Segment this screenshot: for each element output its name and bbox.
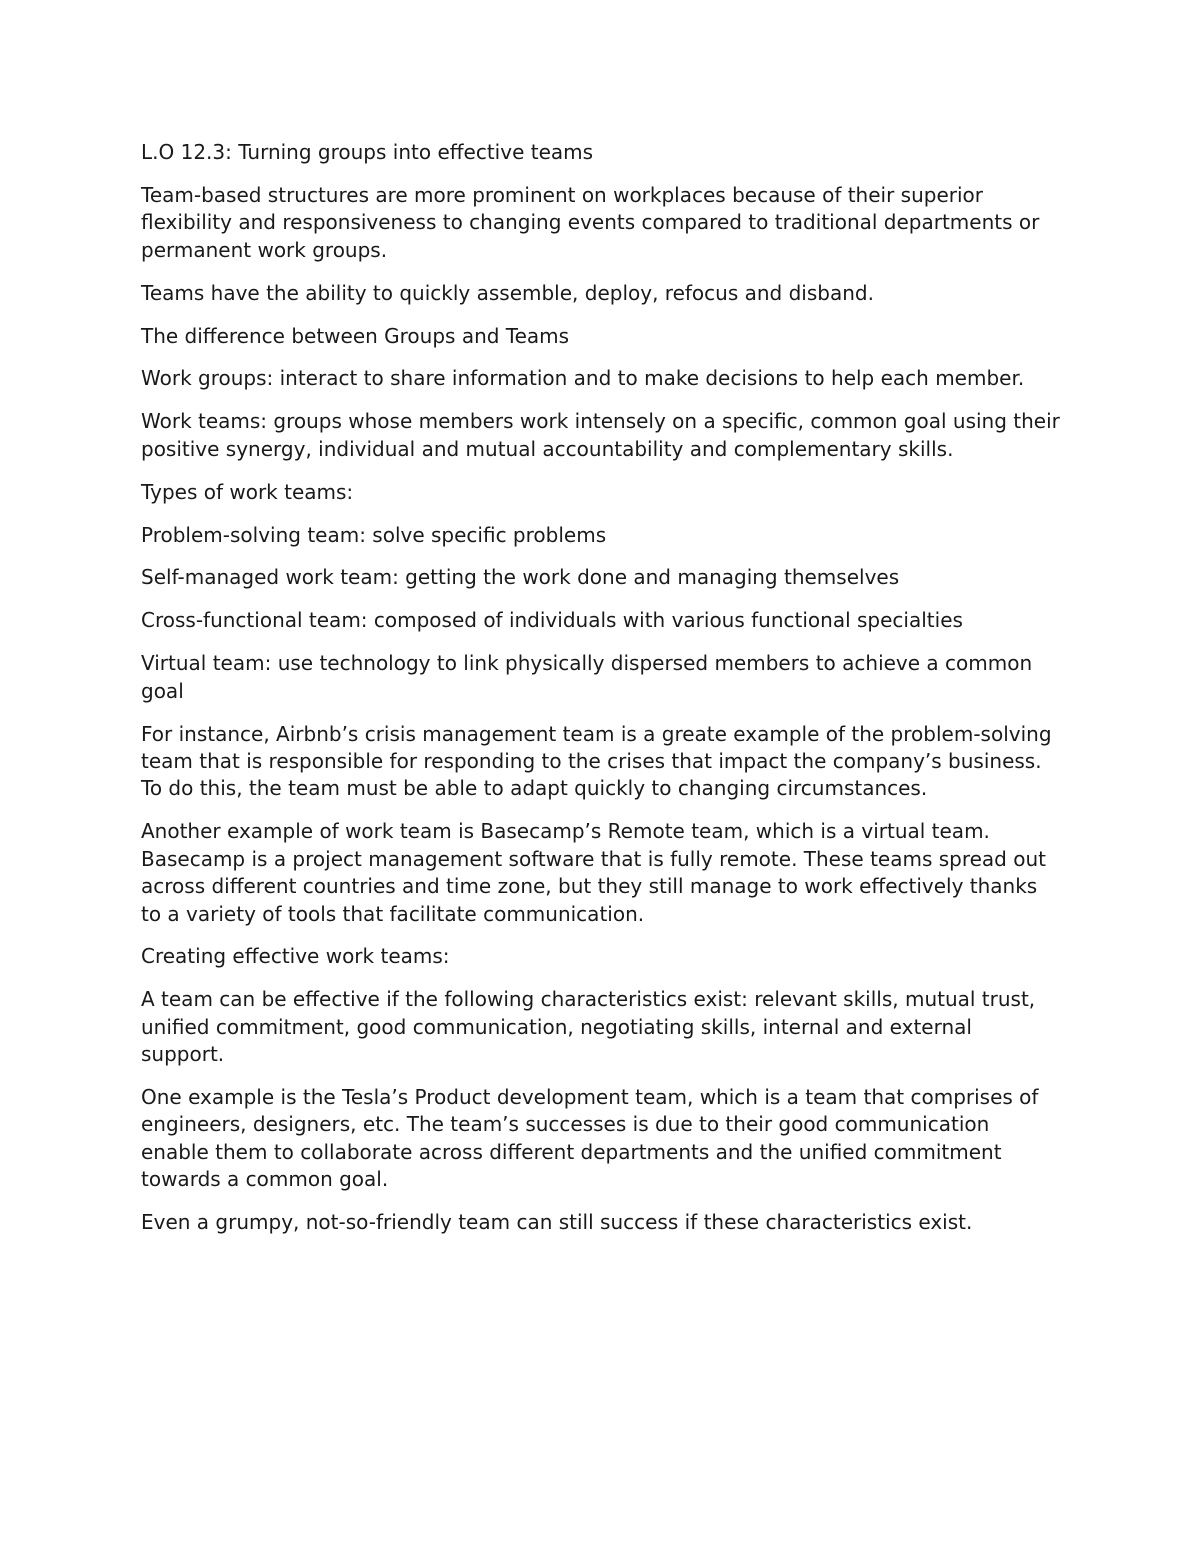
paragraph-virtual-team: Virtual team: use technology to link physically dispersed members to achieve a common goal: [141, 651, 1033, 703]
section-heading-creating-teams: Creating effective work teams:: [141, 944, 450, 969]
paragraph-characteristics: A team can be effective if the following characteristics exist: relevant skills, mutual trust, unified commitment, good communication, negotiating skills, internal and external support.: [141, 987, 1036, 1067]
paragraph-self-managed: Self-managed work team: getting the work done and managing themselves: [141, 565, 900, 590]
paragraph-team-ability: Teams have the ability to quickly assemble, deploy, refocus and disband.: [141, 280, 874, 305]
section-heading-groups-vs-teams: The difference between Groups and Teams: [141, 323, 570, 348]
paragraph-team-structures: Team-based structures are more prominent on workplaces because of their superior flexibility and responsiveness to changing events compared to traditional departments or permanent work groups.: [141, 182, 1040, 262]
paragraph-problem-solving: Problem-solving team: solve specific problems: [141, 522, 607, 547]
paragraph-work-teams: Work teams: groups whose members work intensely on a specific, common goal using their positive synergy, individual and mutual accountability and complementary skills.: [141, 409, 1060, 461]
paragraph-cross-functional: Cross-functional team: composed of individuals with various functional specialties: [141, 608, 963, 633]
paragraph-airbnb-example: For instance, Airbnb’s crisis management team is a greate example of the problem-solving team that is responsible for responding to the crises that impact the company’s business. To do this, the team must be able to adapt quickly to changing circumstances.: [141, 721, 1052, 801]
paragraph-tesla-example: One example is the Tesla’s Product development team, which is a team that comprises of engineers, designers, etc. The team’s successes is due to their good communication enable them to collaborate across different departments and the unified commitment towards a common goal.: [141, 1085, 1039, 1192]
paragraph-conclusion: Even a grumpy, not-so-friendly team can still success if these characteristics exist.: [141, 1210, 973, 1235]
paragraph-basecamp-example: Another example of work team is Basecamp’s Remote team, which is a virtual team. Basecamp is a project management software that is fully remote. These teams spread out across different countries and time zone, but they still manage to work effectively thanks to a variety of tools that facilitate communication.: [141, 819, 1046, 926]
section-heading-types: Types of work teams:: [141, 479, 354, 504]
document-page: [141, 139, 1061, 1252]
document-heading: L.O 12.3: Turning groups into effective teams: [141, 140, 594, 164]
paragraph-work-groups: Work groups: interact to share information and to make decisions to help each member.: [141, 366, 1025, 391]
